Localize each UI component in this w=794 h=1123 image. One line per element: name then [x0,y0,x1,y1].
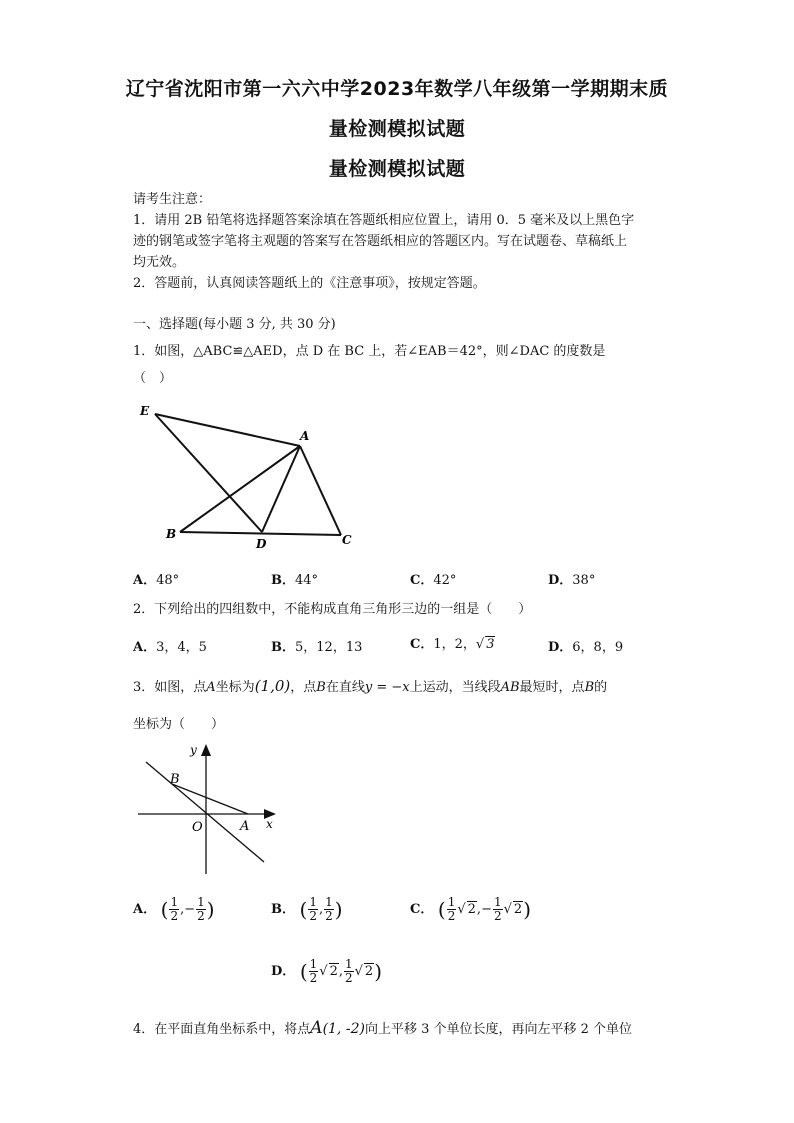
q1-option-c[interactable]: C．42° [410,573,457,588]
notice-item1-line2: 迹的钢笔或签字笔将主观题的答案写在答题纸相应的答题区内。写在试题卷、草稿纸上 [133,234,628,249]
notice-item1-line1: 1．请用 2B 铅笔将选择题答案涂填在答题纸相应位置上，请用 0．5 毫米及以上黑色字 [133,213,635,228]
q1-label-c: C [342,533,352,547]
left-paren: ( [160,897,169,922]
section-heading: 一、选择题(每小题 3 分, 共 30 分) [133,317,336,332]
q3-option-d[interactable]: D． ( $\frac{1}{2}$ √ 2, $\frac{1}{2}$ √ 2) [271,957,383,985]
page-title-line2: 量检测模拟试题 [328,118,466,140]
q1-triangle-figure [130,398,370,558]
q2-option-d[interactable]: D．6，8，9 [548,640,624,655]
notice-heading: 请考生注意： [133,192,212,207]
q2-option-c[interactable]: C．1，2，√ 3 [410,637,495,652]
q1-label-d: D [256,537,267,551]
q3-label-b: B [170,772,180,787]
q1-blank: （ ） [133,371,173,386]
q2-stem: 2．下列给出的四组数中，不能构成直角三角形三边的一组是（ ） [133,602,532,617]
right-paren: ) [206,897,215,922]
q2-option-a[interactable]: A．3，4，5 [133,640,207,655]
notice-item1-line3: 均无效。 [133,255,186,270]
q3-option-b[interactable]: B． ( $\frac{1}{2}$ , $\frac{1}{2}$ ) [271,895,343,923]
sqrt-sign-icon: √ [319,964,328,979]
page-title-line3: 量检测模拟试题 [328,158,466,180]
q1-option-b[interactable]: B．44° [271,573,319,588]
right-paren: ) [374,959,383,984]
q3-label-a: A [240,819,250,834]
q1-label-a: A [300,429,310,443]
q3-label-o: O [192,820,203,835]
left-paren: ( [299,897,308,922]
q3-option-a[interactable]: A． ( $\frac{1}{2}$ ,− $\frac{1}{2}$ ) [133,895,215,923]
page-title-line1: 辽宁省沈阳市第一六六中学2023年数学八年级第一学期期末质 [125,78,669,100]
q1-stem: 1．如图，△ABC≌△AED，点 D 在 BC 上，若∠EAB＝42°，则∠DAC 的度数是 [133,344,606,359]
q1-label-b: B [166,527,177,541]
q3-coordinate-figure [130,740,290,880]
left-paren: ( [299,959,308,984]
sqrt-sign-icon: √ [354,964,363,979]
right-paren: ) [334,897,343,922]
sqrt-sign-icon: √ [503,902,512,917]
q3-label-x: x [266,817,273,831]
right-paren: ) [523,897,531,922]
q4-stem: 4．在平面直角坐标系中，将点A(1, -2)向上平移 3 个单位长度，再向左平移 2 个单位 [133,1018,633,1038]
sqrt-sign-icon: √ [457,902,466,917]
left-paren: ( [437,897,446,922]
q1-label-e: E [140,404,150,418]
q3-stem-line2: 坐标为（ ） [133,717,225,732]
q1-option-d[interactable]: D．38° [548,573,596,588]
q3-stem: 3．如图，点A坐标为(1,0)，点B在直线y = −x上运动，当线段AB最短时，点B的 [133,677,608,695]
notice-item2: 2．答题前，认真阅读答题纸上的《注意事项》，按规定答题。 [133,276,486,291]
sqrt-sign-icon: √ [475,637,485,652]
q1-option-a[interactable]: A．48° [133,573,180,588]
y-axis-arrow-icon [201,744,211,756]
q3-label-y: y [190,743,197,757]
q3-option-c[interactable]: C． ( $\frac{1}{2}$ √ 2,− $\frac{1}{2}$ √ 2) [410,895,531,923]
q2-option-b[interactable]: B．5，12，13 [271,640,363,655]
